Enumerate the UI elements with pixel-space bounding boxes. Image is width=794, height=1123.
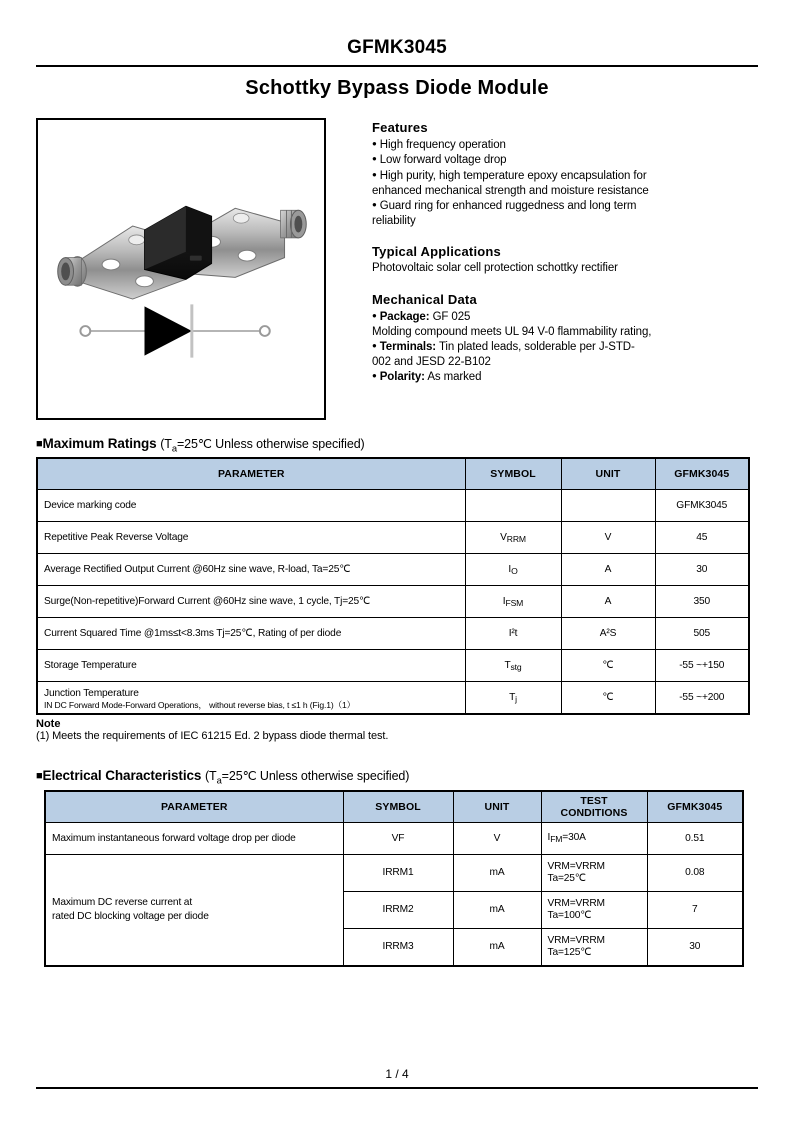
package-value: GF 025: [432, 311, 471, 324]
cell-symbol: VF: [343, 822, 453, 854]
page-title: GFMK3045: [347, 37, 447, 58]
mechanical-data-heading: Mechanical Data: [372, 292, 477, 308]
feature-item: ● Guard ring for enhanced ruggedness and long term: [372, 198, 758, 214]
cell-unit: A: [561, 586, 655, 618]
cell-value: 0.08: [647, 854, 743, 891]
cell-test-condition: [541, 891, 647, 928]
mechanical-terminals-line: [372, 339, 758, 355]
table-row: [37, 650, 749, 682]
product-image-box: [36, 118, 326, 420]
col-symbol: SYMBOL: [465, 458, 561, 490]
cell-symbol: IFSM: [465, 586, 561, 618]
cond-line2: Ta=125℃: [547, 946, 592, 958]
specs-text-column: [326, 118, 758, 385]
overview-section: [36, 118, 758, 420]
cond-line1: VRM=VRRM: [547, 897, 605, 909]
cell-symbol: IRRM2: [343, 891, 453, 928]
cell-test-condition: IFM=30A: [541, 822, 647, 854]
table-row: [45, 854, 743, 891]
table-header-row: [37, 458, 749, 490]
typical-applications-heading: Typical Applications: [372, 244, 501, 260]
diode-symbol-icon: [38, 296, 324, 366]
cell-value: -55 ~+200: [655, 682, 749, 715]
cell-unit: A: [561, 554, 655, 586]
cell-parameter: Device marking code: [37, 490, 465, 522]
cell-unit: V: [561, 522, 655, 554]
electrical-characteristics-table: [44, 790, 744, 967]
cond-line2: Ta=25℃: [547, 872, 587, 884]
note-heading: Note: [36, 718, 61, 731]
maximum-ratings-table: [36, 457, 750, 715]
footer-divider: [36, 1087, 758, 1089]
feature-item-cont: reliability: [372, 214, 416, 227]
cell-parameter: Current Squared Time @1ms≤t<8.3ms Tj=25℃, Rating of per diode: [37, 618, 465, 650]
terminals-value-cont: 002 and JESD 22-B102: [372, 355, 491, 368]
cell-value: 0.51: [647, 822, 743, 854]
cell-unit: A²S: [561, 618, 655, 650]
cell-symbol: Tstg: [465, 650, 561, 682]
cell-unit: mA: [453, 854, 541, 891]
mechanical-package-line: [372, 309, 758, 325]
col-part: GFMK3045: [647, 791, 743, 823]
cell-test-condition: [541, 928, 647, 966]
maximum-ratings-condition: ($T_a=25℃$ Unless otherwise specified): [160, 436, 365, 454]
cell-unit: ℃: [561, 682, 655, 715]
cell-parameter: Surge(Non-repetitive)Forward Current @60Hz sine wave, 1 cycle, Tj=25℃: [37, 586, 465, 618]
col-test-conditions: TEST CONDITIONS: [541, 791, 647, 823]
cell-parameter: Average Rectified Output Current @60Hz sine wave, R-load, Ta=25℃: [37, 554, 465, 586]
feature-item: ● High purity, high temperature epoxy encapsulation for: [372, 168, 758, 184]
cell-symbol: VRRM: [465, 522, 561, 554]
cell-symbol: IRRM3: [343, 928, 453, 966]
molding-line: Molding compound meets UL 94 V-0 flammability rating,: [372, 325, 652, 338]
table-row: [45, 822, 743, 854]
cell-unit: mA: [453, 891, 541, 928]
cond-line2: Ta=100℃: [547, 909, 592, 921]
cell-value: GFMK3045: [655, 490, 749, 522]
maximum-ratings-title: ■Maximum Ratings ($T_a=25℃$ Unless otherwise specified): [36, 435, 365, 454]
cell-value: -55 ~+150: [655, 650, 749, 682]
table-row: [37, 490, 749, 522]
cell-symbol: IO: [465, 554, 561, 586]
col-parameter: PARAMETER: [45, 791, 343, 823]
table-row: [37, 586, 749, 618]
cell-parameter: Storage Temperature: [37, 650, 465, 682]
cell-parameter-line2: rated DC blocking voltage per diode: [52, 910, 209, 922]
cell-test-condition: [541, 854, 647, 891]
terminals-value: Tin plated leads, solderable per J-STD-: [438, 341, 635, 354]
cell-symbol: Tj: [465, 682, 561, 715]
col-parameter: PARAMETER: [37, 458, 465, 490]
cell-unit: V: [453, 822, 541, 854]
electrical-characteristics-title: ■Electrical Characteristics ($T_a=25℃$ Unless otherwise specified): [36, 768, 410, 786]
cell-value: 30: [655, 554, 749, 586]
table-row: [37, 522, 749, 554]
cell-symbol: [465, 490, 561, 522]
terminals-label: Terminals:: [379, 341, 437, 354]
table-row: [37, 682, 749, 715]
cell-parameter: [45, 854, 343, 966]
cell-parameter-line1: Maximum DC reverse current at: [52, 896, 193, 908]
col-unit: UNIT: [561, 458, 655, 490]
cell-value: 45: [655, 522, 749, 554]
cond-line1: VRM=VRRM: [547, 860, 605, 872]
mechanical-polarity-line: [372, 369, 758, 385]
page-subtitle: Schottky Bypass Diode Module: [245, 76, 549, 99]
cell-unit: mA: [453, 928, 541, 966]
table-row: [37, 554, 749, 586]
col-unit: UNIT: [453, 791, 541, 823]
cell-value: 505: [655, 618, 749, 650]
typical-applications-text: Photovoltaic solar cell protection schottky rectifier: [372, 262, 618, 275]
cell-parameter-line2: IN DC Forward Mode-Forward Operations， without reverse bias, t ≤1 h (Fig.1)（1）: [44, 700, 356, 711]
maximum-ratings-title-text: Maximum Ratings: [42, 435, 157, 451]
polarity-value: As marked: [427, 371, 482, 384]
cell-parameter: [37, 682, 465, 715]
polarity-label: Polarity:: [379, 371, 425, 384]
cell-value: 30: [647, 928, 743, 966]
electrical-characteristics-condition: ($T_a=25℃$ Unless otherwise specified): [204, 769, 410, 786]
cell-parameter: Repetitive Peak Reverse Voltage: [37, 522, 465, 554]
feature-item: ● High frequency operation: [372, 137, 758, 153]
page-footer: [36, 1067, 758, 1089]
feature-item-cont: enhanced mechanical strength and moisture resistance: [372, 184, 649, 197]
features-heading: Features: [372, 119, 428, 135]
electrical-characteristics-title-text: Electrical Characteristics: [42, 768, 202, 784]
feature-item: ● Low forward voltage drop: [372, 152, 758, 168]
cond-line1: VRM=VRRM: [547, 934, 605, 946]
col-part: GFMK3045: [655, 458, 749, 490]
cell-parameter-line1: Junction Temperature: [44, 687, 139, 699]
cell-unit: [561, 490, 655, 522]
table-header-row: [45, 791, 743, 823]
col-symbol: SYMBOL: [343, 791, 453, 823]
cell-symbol: I²t: [465, 618, 561, 650]
note-text: (1) Meets the requirements of IEC 61215 Ed. 2 bypass diode thermal test.: [36, 730, 389, 743]
cell-value: 7: [647, 891, 743, 928]
cell-unit: ℃: [561, 650, 655, 682]
table-row: [37, 618, 749, 650]
package-label: Package:: [379, 311, 430, 324]
cell-symbol: IRRM1: [343, 854, 453, 891]
cell-parameter: Maximum instantaneous forward voltage drop per diode: [45, 822, 343, 854]
page-number: 1 / 4: [385, 1067, 409, 1081]
cell-value: 350: [655, 586, 749, 618]
